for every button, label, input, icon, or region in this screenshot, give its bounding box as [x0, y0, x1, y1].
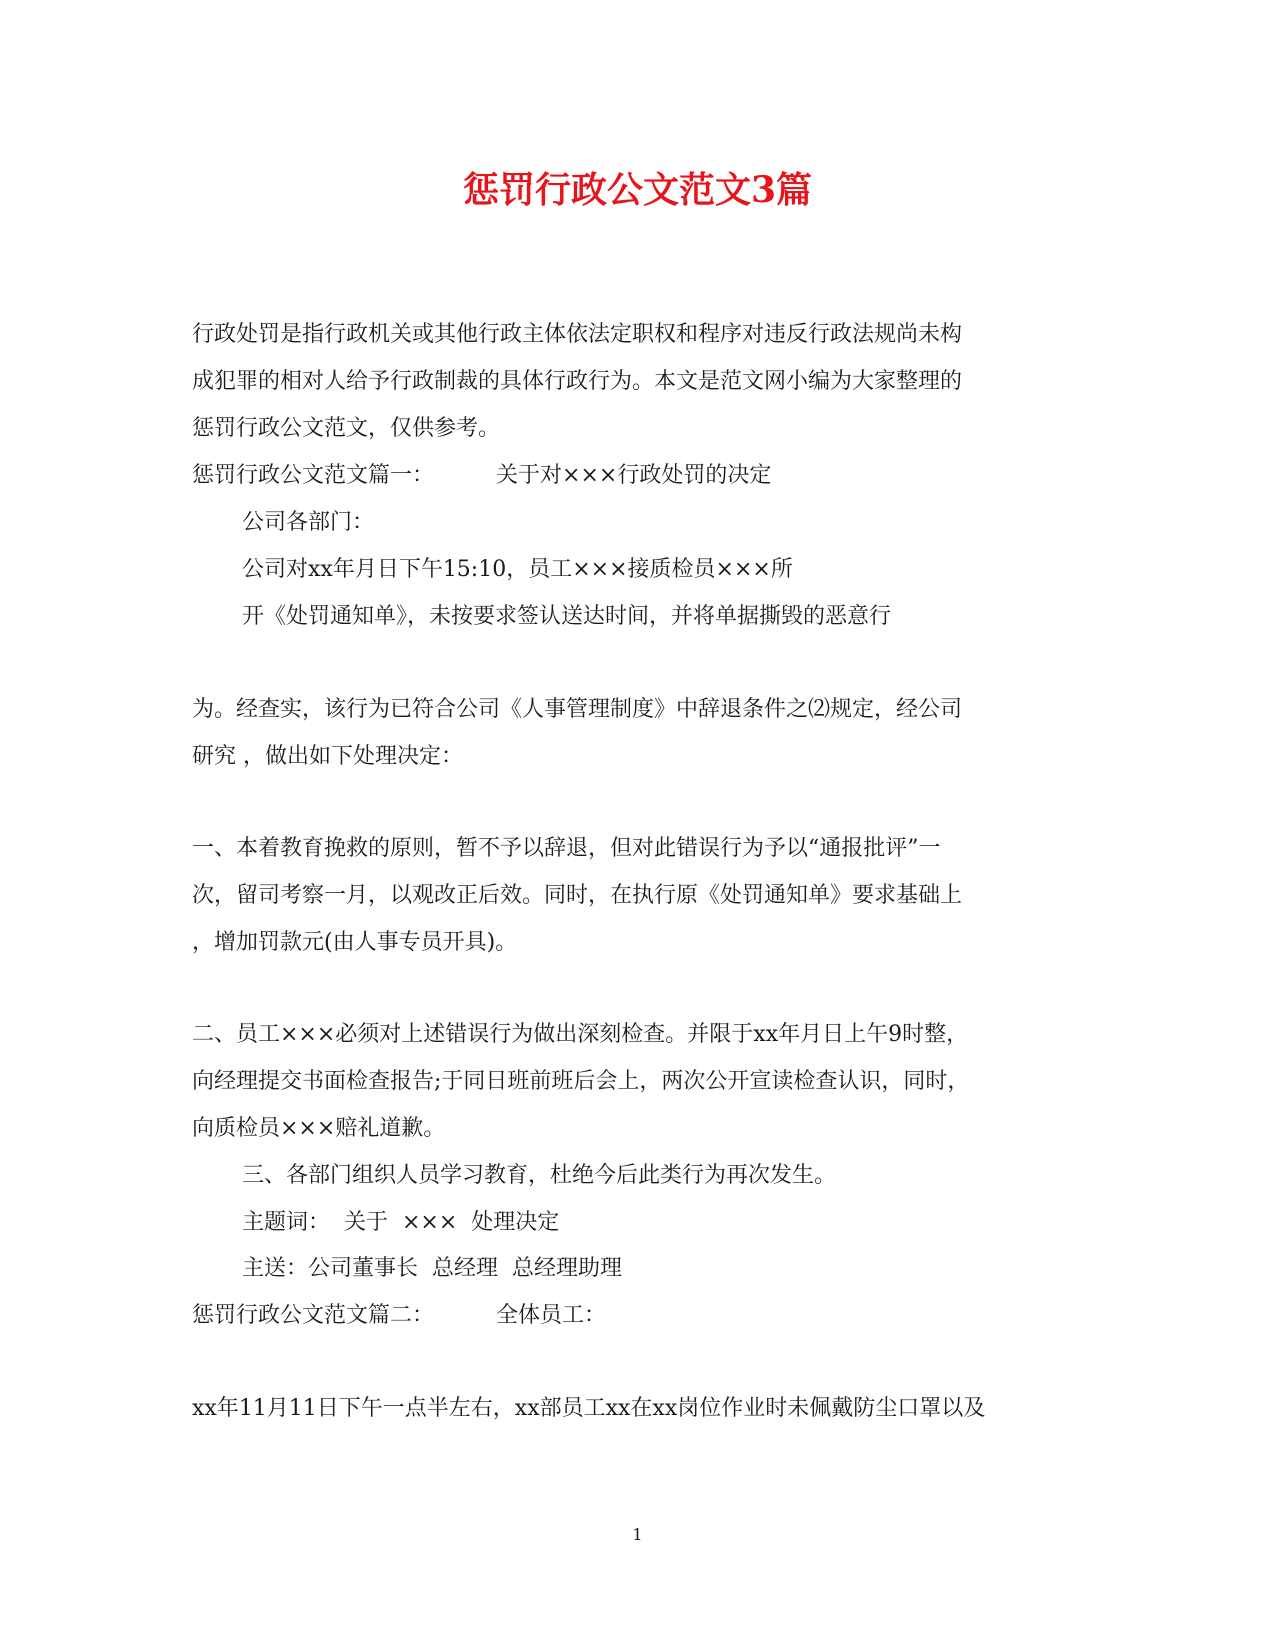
section1-body-line-1: 公司对xx年月日下午15:10，员工×××接质检员×××所 — [242, 557, 793, 582]
section1-heading-line — [192, 461, 771, 491]
section2-body-line-1: xx年11月11日下午一点半左右，xx部员工xx在xx岗位作业时未佩戴防尘口罩以及 — [192, 1396, 986, 1421]
item2-line-3: 向质检员×××赔礼道歉。 — [192, 1116, 446, 1141]
section2-heading: 惩罚行政公文范文篇二： — [192, 1303, 435, 1328]
section1-salutation: 公司各部门： — [242, 510, 375, 535]
cc-line: 主送：公司董事长 总经理 总经理助理 — [242, 1256, 622, 1281]
section1-subject: 关于对×××行政处罚的决定 — [496, 463, 772, 488]
section2-heading-line — [192, 1301, 606, 1331]
item3: 三、各部门组织人员学习教育，杜绝今后此类行为再次发生。 — [242, 1163, 837, 1188]
section1-body-line-3: 为。经查实，该行为已符合公司《人事管理制度》中辞退条件之⑵规定，经公司 — [192, 697, 963, 722]
item1-line-1: 一、本着教育挽救的原则，暂不予以辞退，但对此错误行为予以“通报批评”一 — [192, 836, 941, 861]
page-number: 1 — [632, 1525, 643, 1544]
item1-line-3: ，增加罚款元(由人事专员开具)。 — [192, 930, 518, 955]
section1-heading: 惩罚行政公文范文篇一： — [192, 463, 435, 488]
section1-body-line-4: 研究 ，做出如下处理决定： — [192, 744, 463, 769]
keywords-line: 主题词： 关于 ××× 处理决定 — [242, 1210, 560, 1235]
intro-line-1: 行政处罚是指行政机关或其他行政主体依法定职权和程序对违反行政法规尚未构 — [192, 322, 963, 347]
intro-line-3: 惩罚行政公文范文，仅供参考。 — [192, 416, 501, 441]
document-title: 惩罚行政公文范文3篇 — [462, 169, 813, 211]
item2-line-2: 向经理提交书面检查报告;于同日班前班后会上，两次公开宣读检查认识，同时， — [192, 1069, 970, 1094]
intro-line-2: 成犯罪的相对人给予行政制裁的具体行政行为。本文是范文网小编为大家整理的 — [192, 369, 963, 394]
section2-salutation: 全体员工： — [496, 1303, 607, 1328]
section1-body-line-2: 开《处罚通知单》，未按要求签认送达时间，并将单据撕毁的恶意行 — [242, 604, 892, 629]
item1-line-2: 次，留司考察一月，以观改正后效。同时，在执行原《处罚通知单》要求基础上 — [192, 883, 963, 908]
item2-line-1: 二、员工×××必须对上述错误行为做出深刻检查。并限于xx年月日上午9时整， — [192, 1022, 969, 1047]
